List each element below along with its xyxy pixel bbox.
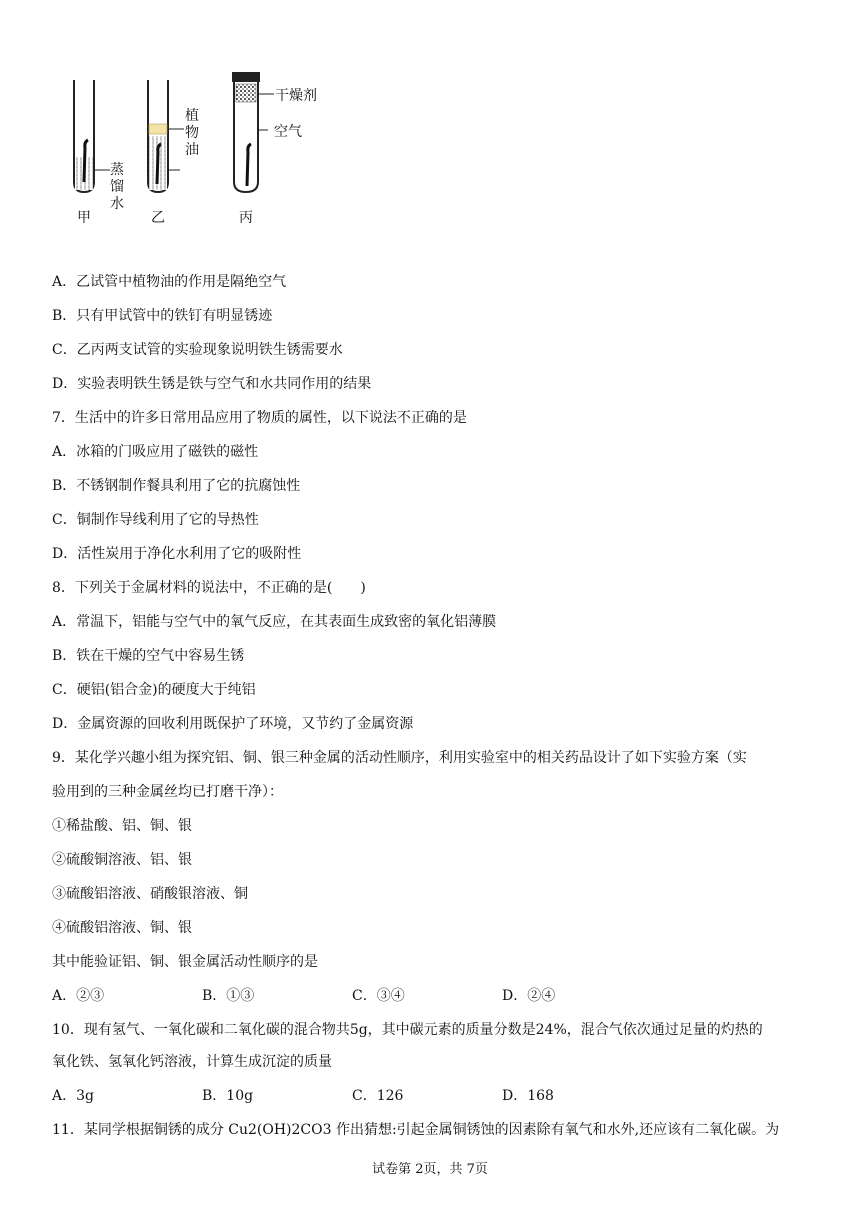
q7-option-a: A．冰箱的门吸应用了磁铁的磁性 xyxy=(52,444,259,460)
q9-scheme-3: ③硫酸铝溶液、硝酸银溶液、铜 xyxy=(52,886,248,902)
tube-yi-label-2: 物 xyxy=(185,125,199,141)
tube-jia-label-2: 馏 xyxy=(110,179,124,195)
q11-stem-line1: 11．某同学根据铜锈的成分 Cu2(OH)2CO3 作出猜想:引起金属铜锈蚀的因素除有氧气和水外,还应该有二氧化碳。为 xyxy=(52,1122,780,1138)
q9-stem-line2: 验用到的三种金属丝均已打磨干净）： xyxy=(52,784,283,800)
q10-option-d: D．168 xyxy=(502,1088,554,1104)
q7-option-c: C．铜制作导线利用了它的导热性 xyxy=(52,512,259,528)
q9-scheme-1: ①稀盐酸、铝、铜、银 xyxy=(52,818,192,834)
stopper-icon xyxy=(232,72,260,82)
q9-option-a: A．②③ xyxy=(52,988,105,1004)
q9-option-b: B．①③ xyxy=(202,988,255,1004)
q9-scheme-4: ④硫酸铝溶液、铜、银 xyxy=(52,920,192,936)
q10-stem-line2: 氧化铁、氢氧化钙溶液，计算生成沉淀的质量 xyxy=(52,1054,332,1070)
q10-option-c: C．126 xyxy=(352,1088,404,1104)
test-tube-jia xyxy=(74,80,124,226)
q10-option-b: B．10g xyxy=(202,1088,254,1104)
q6-option-a: A．乙试管中植物油的作用是隔绝空气 xyxy=(52,274,287,290)
test-tube-yi xyxy=(148,80,199,226)
tube-bing-label-top: 干燥剂 xyxy=(275,88,317,104)
q7-option-b: B．不锈钢制作餐具利用了它的抗腐蚀性 xyxy=(52,478,301,494)
q9-stem-line1: 9．某化学兴趣小组为探究铝、铜、银三种金属的活动性顺序，利用实验室中的相关药品设计了如下实验方案（实 xyxy=(52,750,747,766)
iron-nail-icon xyxy=(247,144,251,186)
q8-stem: 8．下列关于金属材料的说法中，不正确的是( ) xyxy=(52,580,366,596)
iron-rust-experiment-figure xyxy=(60,62,360,232)
q7-stem: 7．生活中的许多日常用品应用了物质的属性，以下说法不正确的是 xyxy=(52,410,467,426)
q9-scheme-2: ②硫酸铜溶液、铝、银 xyxy=(52,852,192,868)
tube-yi-label-3: 油 xyxy=(185,142,199,158)
desiccant-icon xyxy=(236,84,256,102)
q9-option-d: D．②④ xyxy=(502,988,556,1004)
tube-jia-caption: 甲 xyxy=(77,210,91,226)
q6-option-d: D．实验表明铁生锈是铁与空气和水共同作用的结果 xyxy=(52,376,372,392)
q6-option-b: B．只有甲试管中的铁钉有明显锈迹 xyxy=(52,308,273,324)
q8-option-d: D．金属资源的回收利用既保护了环境，又节约了金属资源 xyxy=(52,716,414,732)
q9-question: 其中能验证铝、铜、银金属活动性顺序的是 xyxy=(52,954,318,970)
page-footer: 试卷第 2页，共 7页 xyxy=(372,1162,488,1177)
q8-option-b: B．铁在干燥的空气中容易生锈 xyxy=(52,648,245,664)
q7-option-d: D．活性炭用于净化水利用了它的吸附性 xyxy=(52,546,302,562)
q10-stem-line1: 10．现有氢气、一氧化碳和二氧化碳的混合物共5g，其中碳元素的质量分数是24%，混合气依次通过足量的灼热的 xyxy=(52,1022,763,1038)
q9-option-c: C．③④ xyxy=(352,988,405,1004)
tube-jia-label-3: 水 xyxy=(110,196,124,212)
tube-yi-caption: 乙 xyxy=(151,210,165,226)
q8-option-a: A．常温下，铝能与空气中的氧气反应，在其表面生成致密的氧化铝薄膜 xyxy=(52,614,497,630)
q8-option-c: C．硬铝(铝合金)的硬度大于纯铝 xyxy=(52,682,256,698)
tube-yi-label-1: 植 xyxy=(185,108,199,124)
q10-option-a: A．3g xyxy=(52,1088,94,1104)
q6-option-c: C．乙丙两支试管的实验现象说明铁生锈需要水 xyxy=(52,342,343,358)
test-tube-bing xyxy=(232,72,317,226)
tube-jia-label-1: 蒸 xyxy=(110,162,124,178)
tube-bing-caption: 丙 xyxy=(239,210,253,226)
tube-bing-label-mid: 空气 xyxy=(274,124,302,140)
